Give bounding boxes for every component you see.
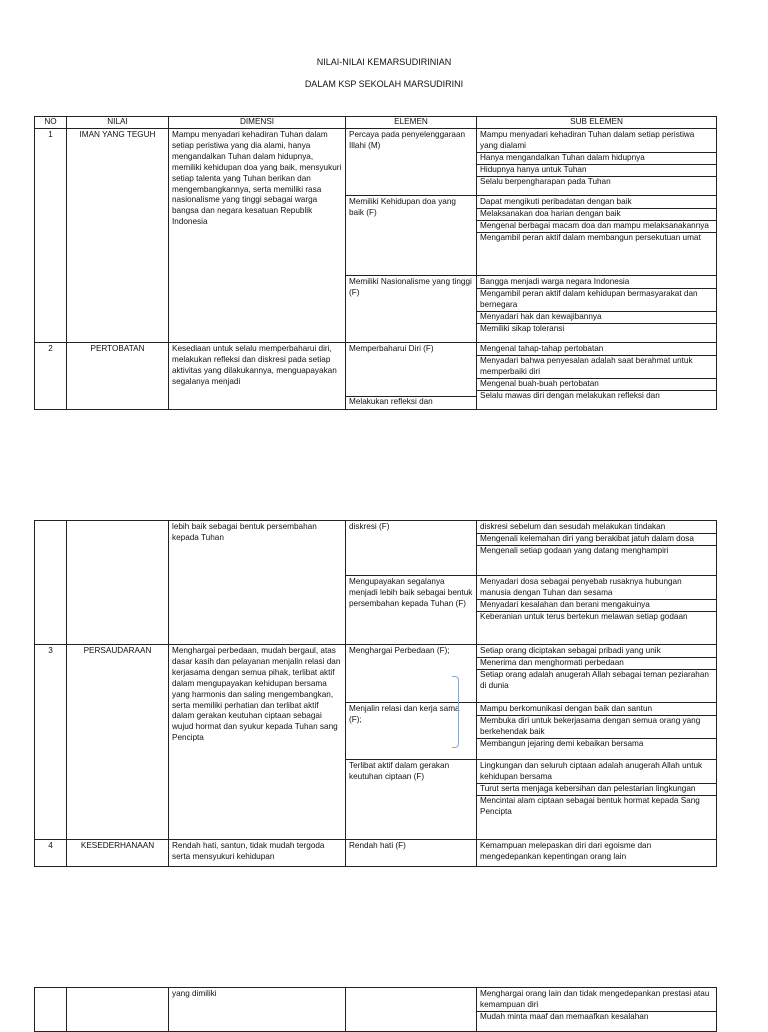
row-2-subs xyxy=(477,343,717,410)
row-4-cont-subs xyxy=(477,988,717,1032)
row-3-subs-1 xyxy=(477,645,717,703)
row-1-elemen-1: Percaya pada penyelenggaraan Illahi (M) xyxy=(346,129,477,196)
row-4-cont-no xyxy=(35,988,67,1032)
row-2-elemen xyxy=(346,343,477,410)
row-1-elemen-2: Memiliki Kehidupan doa yang baik (F) xyxy=(346,196,477,276)
sub-elemen-item: Setiap orang diciptakan sebagai pribadi yang unik xyxy=(477,646,716,658)
row-1-dimensi: Mampu menyadari kehadiran Tuhan dalam setiap peristiwa yang dia alami, hanya mengandalkan Tuhan dalam hidupnya, memiliki kehidupan doa yang baik, mensyukuri setiap talenta yang Tuhan berikan dan mengembangkannya, serta memiliki rasa nasionalisme yang tinggi sebagai warga bangsa dan negara kesatuan Republik Indonesia xyxy=(169,129,346,343)
row-2-cont-no xyxy=(35,521,67,645)
row-1-no: 1 xyxy=(35,129,67,343)
sub-elemen-item: Mengenal berbagai macam doa dan mampu melaksanakannya xyxy=(477,221,716,233)
row-3-dimensi: Menghargai perbedaan, mudah bergaul, atas dasar kasih dan pelayanan menjalin relasi dan kerjasama dengan semua pihak, terlibat aktif dalam mengupayakan kehidupan bersama yang harmonis dan saling mengembangkan, serta memiliki perhatian dan terlibat aktif dalam gerakan keutuhan ciptaan sebagai wujud hormat dan syukur kepada Tuhan sang Pencipta xyxy=(169,645,346,840)
document-title: NILAI-NILAI KEMARSUDIRINIAN xyxy=(316,57,452,67)
sub-elemen-item: Menyadari kesalahan dan berani mengakuinya xyxy=(477,600,716,612)
row-3-subs-3 xyxy=(477,760,717,840)
sub-elemen-item: Menghargai orang lain dan tidak mengedepankan prestasi atau kemampuan diri xyxy=(477,989,716,1012)
row-2-nilai: PERTOBATAN xyxy=(67,343,169,410)
sub-elemen-item: Menyadari bahwa penyesalan adalah saat berahmat untuk memperbaiki diri xyxy=(477,356,716,379)
sub-elemen-item: Memiliki sikap toleransi xyxy=(480,323,565,333)
sub-elemen-item: Hidupnya hanya untuk Tuhan xyxy=(477,165,716,177)
sub-elemen-item: Mengambil peran aktif dalam kehidupan bermasyarakat dan bernegara xyxy=(477,289,716,312)
row-4-elemen-1: Rendah hati (F) xyxy=(346,840,477,867)
row-1-subs-1 xyxy=(477,129,717,196)
sub-elemen-item: Mengenali kelemahan diri yang berakibat jatuh dalam dosa xyxy=(477,534,716,546)
sub-elemen-item: Menyadari dosa sebagai penyebab rusaknya hubungan manusia dengan Tuhan dan sesama xyxy=(477,577,716,600)
header-sub-elemen: SUB ELEMEN xyxy=(477,117,717,129)
sub-elemen-item: Selalu mawas diri dengan melakukan refleksi dan xyxy=(480,390,660,400)
values-table-part-2 xyxy=(34,520,717,867)
row-1-elemen-3: Memiliki Nasionalisme yang tinggi (F) xyxy=(346,276,477,343)
sub-elemen-item: Menerima dan menghormati perbedaan xyxy=(477,658,716,670)
sub-elemen-item: Mampu berkomunikasi dengan baik dan santun xyxy=(477,704,716,716)
sub-elemen-item: Mudah minta maaf dan memaafkan kesalahan xyxy=(480,1011,649,1021)
row-2-cont-nilai xyxy=(67,521,169,645)
row-2-cont-elemen-1: diskresi (F) xyxy=(346,521,477,576)
row-4-subs-1 xyxy=(477,840,717,867)
row-4-nilai: KESEDERHANAAN xyxy=(67,840,169,867)
elemen-text: Memperbaharui Diri (F) xyxy=(349,344,434,353)
row-4-cont-dimensi: yang dimiliki xyxy=(169,988,346,1032)
elemen-text: Melakukan refleksi dan xyxy=(346,396,476,408)
row-1-subs-3 xyxy=(477,276,717,343)
row-4-cont-elemen xyxy=(346,988,477,1032)
document-subtitle: DALAM KSP SEKOLAH MARSUDIRINI xyxy=(304,79,464,89)
row-2-dimensi: Kesediaan untuk selalu memperbaharui diri, melakukan refleksi dan diskresi pada setiap aktivitas yang dilakukannya, menguapayakan segalanya menjadi xyxy=(169,343,346,410)
row-4-cont-nilai xyxy=(67,988,169,1032)
sub-elemen-item: Turut serta menjaga kebersihan dan pelestarian lingkungan xyxy=(477,784,716,796)
sub-elemen-item: Mencintai alam ciptaan sebagai bentuk hormat kepada Sang Pencipta xyxy=(480,795,700,816)
row-3-nilai: PERSAUDARAAN xyxy=(67,645,169,840)
sub-elemen-item: Setiap orang adalah anugerah Allah sebagai teman peziarahan di dunia xyxy=(480,669,709,690)
header-nilai: NILAI xyxy=(67,117,169,129)
row-3-elemen-3: Terlibat aktif dalam gerakan keutuhan ciptaan (F) xyxy=(346,760,477,840)
row-3-elemen-2: Menjalin relasi dan kerja sama (F); xyxy=(346,703,477,760)
sub-elemen-item: Bangga menjadi warga negara Indonesia xyxy=(477,277,716,289)
row-2-cont-elemen-2: Mengupayakan segalanya menjadi lebih baik sebagai bentuk persembahan kepada Tuhan (F) xyxy=(346,576,477,645)
values-table-part-1 xyxy=(34,116,717,410)
header-dimensi: DIMENSI xyxy=(169,117,346,129)
row-4-dimensi: Rendah hati, santun, tidak mudah tergoda serta mensyukuri kehidupan xyxy=(169,840,346,867)
sub-elemen-item: diskresi sebelum dan sesudah melakukan tindakan xyxy=(477,522,716,534)
header-elemen: ELEMEN xyxy=(346,117,477,129)
sub-elemen-item: Mengenal tahap-tahap pertobatan xyxy=(477,344,716,356)
row-2-cont-dimensi: lebih baik sebagai bentuk persembahan kepada Tuhan xyxy=(169,521,346,645)
values-table-part-3 xyxy=(34,987,717,1032)
row-1-nilai: IMAN YANG TEGUH xyxy=(67,129,169,343)
row-4-no: 4 xyxy=(35,840,67,867)
row-2-no: 2 xyxy=(35,343,67,410)
row-1-subs-2 xyxy=(477,196,717,276)
sub-elemen-item: Mengambil peran aktif dalam membangun persekutuan umat xyxy=(480,232,701,242)
sub-elemen-item: Keberanian untuk terus bertekun melawan setiap godaan xyxy=(480,611,688,621)
sub-elemen-item: Membuka diri untuk bekerjasama dengan semua orang yang berkehendak baik xyxy=(477,716,716,739)
sub-elemen-item: Menyadari hak dan kewajibannya xyxy=(477,312,716,324)
sub-elemen-item: Mengenali setiap godaan yang datang menghampiri xyxy=(480,545,669,555)
sub-elemen-item: Mampu menyadari kehadiran Tuhan dalam setiap peristiwa yang dialami xyxy=(477,130,716,153)
row-2-cont-subs-2 xyxy=(477,576,717,645)
row-3-no: 3 xyxy=(35,645,67,840)
sub-elemen-item: Lingkungan dan seluruh ciptaan adalah anugerah Allah untuk kehidupan bersama xyxy=(477,761,716,784)
bracket-annotation xyxy=(452,676,459,748)
row-2-cont-subs-1 xyxy=(477,521,717,576)
header-no: NO xyxy=(35,117,67,129)
sub-elemen-item: Mengenal buah-buah pertobatan xyxy=(477,379,716,391)
sub-elemen-item: Hanya mengandalkan Tuhan dalam hidupnya xyxy=(477,153,716,165)
sub-elemen-item: Dapat mengikuti peribadatan dengan baik xyxy=(477,197,716,209)
sub-elemen-item: Membangun jejaring demi kebaikan bersama xyxy=(480,738,644,748)
row-3-elemen-1: Menghargai Perbedaan (F); xyxy=(346,645,477,703)
sub-elemen-item: Kemampuan melepaskan diri dari egoisme dan mengedepankan kepentingan orang lain xyxy=(480,841,652,861)
row-3-subs-2 xyxy=(477,703,717,760)
sub-elemen-item: Selalu berpengharapan pada Tuhan xyxy=(480,176,611,186)
sub-elemen-item: Melaksanakan doa harian dengan baik xyxy=(477,209,716,221)
